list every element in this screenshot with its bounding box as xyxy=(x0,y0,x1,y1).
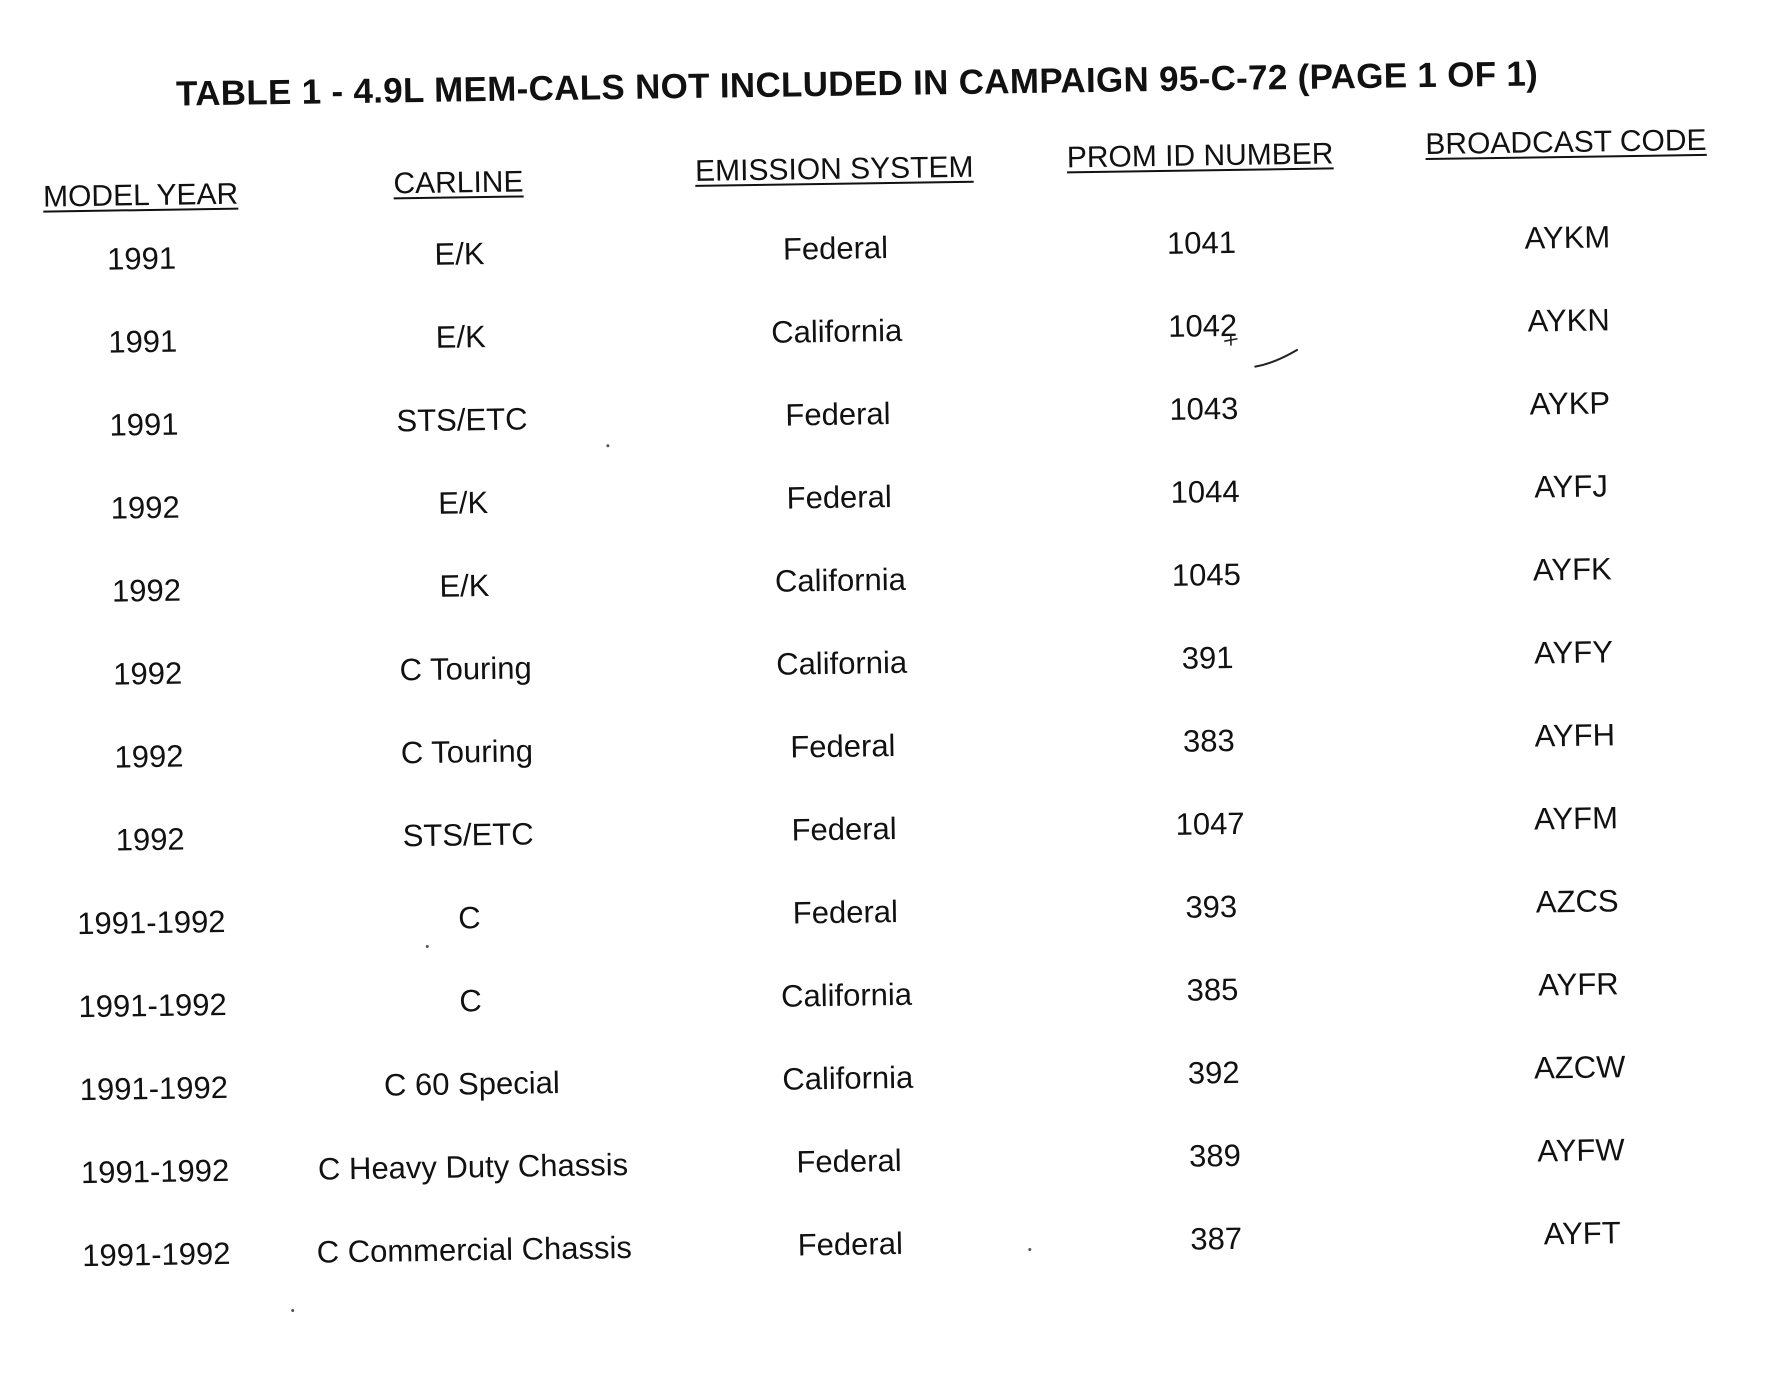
scan-speck xyxy=(606,444,609,447)
cell-model-year: 1991-1992 xyxy=(80,1152,230,1191)
cell-model-year: 1992 xyxy=(115,821,185,858)
cell-emission-system: Federal xyxy=(797,1225,904,1263)
cell-model-year: 1992 xyxy=(112,655,183,692)
cell-emission-system: Federal xyxy=(785,396,891,433)
cell-prom-id: 391 xyxy=(1181,639,1234,676)
scan-speck xyxy=(426,945,429,948)
cell-emission-system: Federal xyxy=(790,727,896,765)
table-row xyxy=(1,715,1788,792)
table-row xyxy=(3,881,1788,958)
cell-prom-id: 1047 xyxy=(1175,805,1245,842)
cell-emission-system: California xyxy=(770,312,903,350)
cell-emission-system: Federal xyxy=(786,479,892,516)
handwritten-check-mark xyxy=(1253,346,1299,377)
cell-model-year: 1992 xyxy=(111,572,182,609)
cell-emission-system: Federal xyxy=(796,1142,902,1180)
cell-prom-id: 387 xyxy=(1190,1220,1243,1257)
table-row xyxy=(6,1047,1788,1124)
cell-model-year: 1992 xyxy=(114,738,184,775)
table-row xyxy=(0,632,1788,709)
cell-emission-system: Federal xyxy=(791,810,897,848)
cell-prom-id: 1044 xyxy=(1170,473,1240,510)
cell-broadcast-code: AYKN xyxy=(1527,302,1610,339)
cell-carline: E/K xyxy=(437,485,489,521)
cell-carline: C Heavy Duty Chassis xyxy=(317,1146,629,1187)
handwritten-asterisk-mark xyxy=(1223,333,1239,347)
table-row xyxy=(0,217,1782,294)
cell-broadcast-code: AYKP xyxy=(1529,385,1611,422)
header-prom-id-number: PROM ID NUMBER xyxy=(1066,137,1334,175)
header-broadcast-code: BROADCAST CODE xyxy=(1425,123,1707,162)
cell-emission-system: California xyxy=(780,976,913,1014)
cell-prom-id: 1043 xyxy=(1169,390,1239,427)
cell-model-year: 1991 xyxy=(108,323,178,360)
cell-model-year: 1991 xyxy=(106,240,177,277)
cell-emission-system: Federal xyxy=(792,893,899,931)
cell-model-year: 1992 xyxy=(110,489,180,526)
scan-speck xyxy=(291,1309,294,1312)
table-row xyxy=(0,300,1783,377)
cell-prom-id: 1041 xyxy=(1166,224,1237,261)
cell-prom-id: 1042 xyxy=(1167,307,1238,344)
cell-model-year: 1991-1992 xyxy=(78,986,228,1025)
cell-carline: C Commercial Chassis xyxy=(316,1229,633,1270)
cell-broadcast-code: AZCW xyxy=(1533,1049,1626,1086)
cell-prom-id: 392 xyxy=(1187,1054,1240,1091)
cell-broadcast-code: AYFR xyxy=(1538,966,1619,1003)
cell-broadcast-code: AYFM xyxy=(1533,800,1619,837)
table-row xyxy=(8,1213,1788,1290)
cell-emission-system: California xyxy=(782,1059,914,1097)
cell-carline: E/K xyxy=(434,236,485,272)
table-row xyxy=(2,798,1788,875)
table-row xyxy=(4,964,1788,1041)
table-header-row xyxy=(0,123,1781,214)
cell-prom-id: 383 xyxy=(1182,722,1235,759)
cell-broadcast-code: AYFH xyxy=(1534,717,1616,754)
cell-broadcast-code: AYKM xyxy=(1524,219,1611,256)
cell-model-year: 1991 xyxy=(109,406,179,443)
header-model-year: MODEL YEAR xyxy=(42,177,239,214)
table-row xyxy=(7,1130,1788,1207)
cell-broadcast-code: AYFJ xyxy=(1534,468,1609,505)
cell-broadcast-code: AYFT xyxy=(1543,1215,1621,1252)
cell-carline: STS/ETC xyxy=(402,816,534,854)
cell-carline: C Touring xyxy=(399,650,532,688)
cell-carline: E/K xyxy=(439,567,490,604)
cell-broadcast-code: AYFW xyxy=(1537,1132,1625,1169)
cell-model-year: 1991-1992 xyxy=(77,903,226,942)
cell-carline: C xyxy=(457,900,481,936)
cell-prom-id: 385 xyxy=(1186,971,1239,1008)
cell-prom-id: 1045 xyxy=(1171,556,1242,593)
cell-carline: C Touring xyxy=(400,733,534,771)
header-carline: CARLINE xyxy=(393,165,524,201)
cell-model-year: 1991-1992 xyxy=(81,1235,231,1274)
cell-broadcast-code: AZCS xyxy=(1535,883,1619,920)
cell-carline: E/K xyxy=(435,319,486,355)
cell-prom-id: 393 xyxy=(1185,888,1238,925)
table-row xyxy=(0,383,1784,460)
scan-speck xyxy=(1028,1248,1031,1251)
cell-carline: C 60 Special xyxy=(383,1065,560,1103)
cell-broadcast-code: AYFY xyxy=(1533,634,1614,671)
cell-broadcast-code: AYFK xyxy=(1532,551,1612,588)
cell-carline: C xyxy=(459,983,483,1019)
table-row xyxy=(0,466,1786,543)
cell-emission-system: Federal xyxy=(782,230,889,267)
cell-model-year: 1991-1992 xyxy=(79,1069,229,1108)
cell-emission-system: California xyxy=(775,644,908,682)
table-row xyxy=(0,549,1787,626)
cell-carline: STS/ETC xyxy=(396,401,528,439)
table-title: TABLE 1 - 4.9L MEM-CALS NOT INCLUDED IN CAMPAIGN 95-C-72 (PAGE 1 OF 1) xyxy=(175,54,1539,114)
cell-emission-system: California xyxy=(774,561,907,599)
header-emission-system: EMISSION SYSTEM xyxy=(694,150,974,188)
cell-prom-id: 389 xyxy=(1188,1137,1242,1174)
